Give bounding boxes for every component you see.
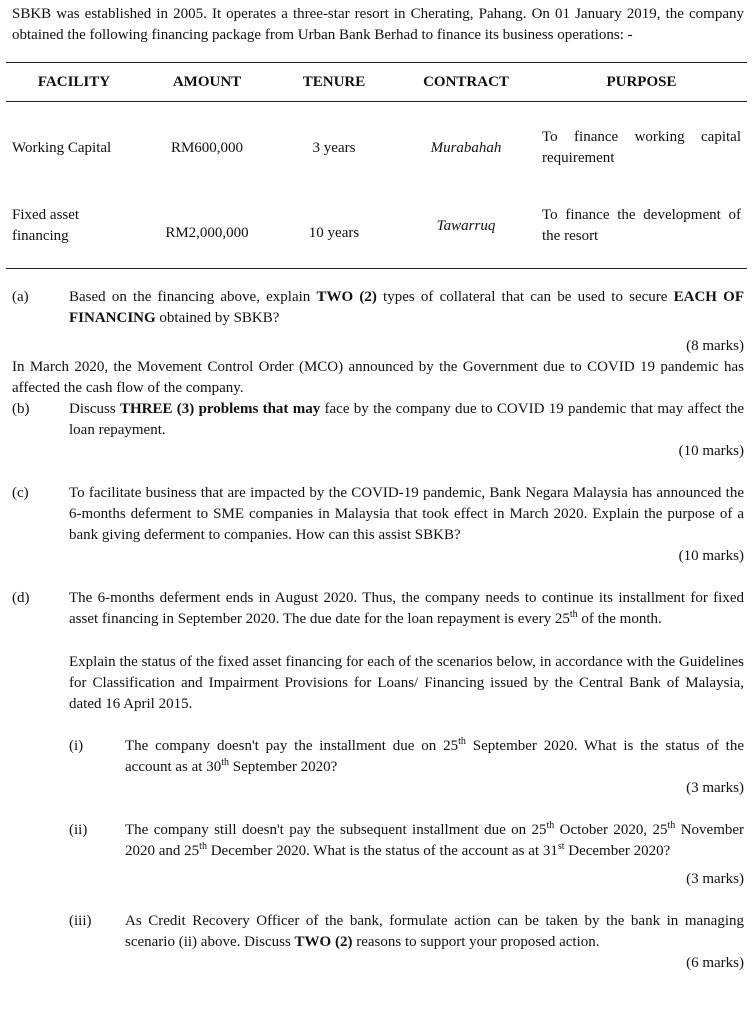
- mco-paragraph: In March 2020, the Movement Control Order (MCO) announced by the Government due to COVID 19 pandemic has affected the cash flow of the company.: [12, 359, 744, 396]
- subquestion-iii: [69, 911, 744, 953]
- cell-purpose: To finance working capital requirement: [542, 129, 741, 166]
- question-d: [12, 588, 744, 715]
- cell-tenure: 3 years: [312, 139, 356, 156]
- header-purpose: PURPOSE: [536, 63, 747, 102]
- subquestion-text: The company doesn't pay the installment due on 25th September 2020. What is the status of the account as at 30th September 2020?: [125, 736, 744, 775]
- table-row: [6, 184, 747, 269]
- table-header-row: [6, 63, 747, 102]
- header-amount: AMOUNT: [142, 63, 272, 102]
- subquestion-text: As Credit Recovery Officer of the bank, formulate action can be taken by the bank in managing scenario (ii) above. Discuss TWO (2) reasons to support your proposed action.: [125, 913, 744, 950]
- question-text: Based on the financing above, explain TWO (2) types of collateral that can be used to secure EACH OF FINANCING obtained by SBKB?: [69, 289, 744, 326]
- question-b: [12, 399, 744, 441]
- subquestion-label: (iii): [69, 913, 92, 929]
- subquestion-ii: [69, 820, 744, 862]
- marks-a: (8 marks): [686, 338, 744, 354]
- table-row: [6, 112, 747, 184]
- subquestion-text: The company still doesn't pay the subsequent installment due on 25th October 2020, 25th November 2020 and 25th December 2020. What is the status of the account as at 31st December 2020?: [125, 820, 745, 859]
- question-c: [12, 483, 744, 546]
- marks-c: (10 marks): [678, 548, 744, 564]
- cell-contract: Murabahah: [430, 139, 502, 156]
- intro-paragraph: SBKB was established in 2005. It operates a three-star resort in Cherating, Pahang. On 01 January 2019, the company obtained the following financing package from Urban Bank Berhad to finance its business operations: -: [12, 6, 744, 43]
- header-tenure: TENURE: [272, 63, 396, 102]
- exam-page: [12, 4, 744, 974]
- subquestion-label: (ii): [69, 822, 88, 838]
- question-label: (d): [12, 590, 30, 606]
- cell-tenure: 10 years: [272, 184, 396, 269]
- cell-amount: RM2,000,000: [142, 184, 272, 269]
- question-text: To facilitate business that are impacted by the COVID-19 pandemic, Bank Negara Malaysia has announced the 6-months deferment to SME companies in Malaysia that took effect in March 2020. Explain the purpose of a bank giving deferment to companies. How can this assist SBKB?: [69, 485, 744, 543]
- question-a: [12, 287, 744, 329]
- marks-b: (10 marks): [678, 443, 744, 459]
- cell-purpose: To finance the development of the resort: [536, 184, 747, 269]
- cell-contract: Tawarruq: [396, 184, 536, 269]
- marks-d-iii: (6 marks): [686, 955, 744, 971]
- cell-facility: Working Capital: [12, 139, 112, 156]
- question-text: Discuss THREE (3) problems that may face by the company due to COVID 19 pandemic that may affect the loan repayment.: [69, 401, 744, 438]
- question-text: The 6-months deferment ends in August 2020. Thus, the company needs to continue its installment for fixed asset financing in September 2020. The due date for the loan repayment is every 25th of the month.: [69, 590, 744, 627]
- cell-facility: Fixed asset financing: [6, 184, 142, 269]
- question-label: (a): [12, 289, 29, 305]
- question-label: (b): [12, 401, 30, 417]
- header-contract: CONTRACT: [396, 63, 536, 102]
- header-facility: FACILITY: [6, 63, 142, 102]
- marks-d-i: (3 marks): [686, 780, 744, 796]
- financing-table: [6, 62, 747, 269]
- cell-amount: RM600,000: [170, 139, 244, 156]
- marks-d-ii: (3 marks): [686, 871, 744, 887]
- subquestion-i: [69, 736, 744, 778]
- question-instructions: Explain the status of the fixed asset financing for each of the scenarios below, in accordance with the Guidelines for Classification and Impairment Provisions for Loans/ Financing issued by the Central Bank of Malaysia, dated 16 April 2015.: [69, 654, 744, 712]
- question-label: (c): [12, 485, 29, 501]
- subquestion-label: (i): [69, 738, 84, 754]
